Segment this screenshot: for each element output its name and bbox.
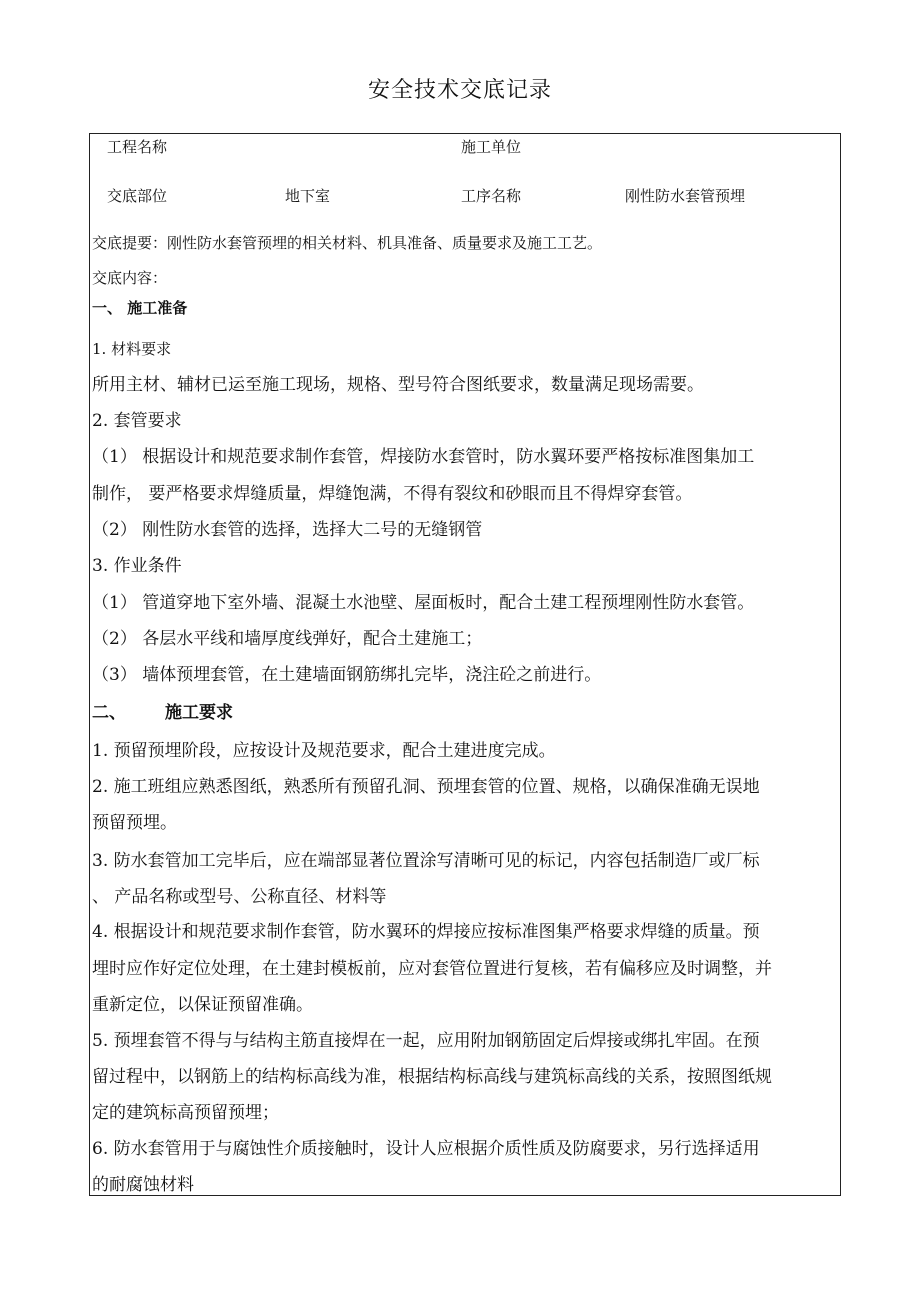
requirement-1: 1. 预留预埋阶段，应按设计及规范要求，配合土建进度完成。 xyxy=(92,741,556,761)
requirement-3-cont: 、 产品名称或型号、公称直径、材料等 xyxy=(92,887,387,907)
content-label: 交底内容： xyxy=(92,269,168,287)
requirement-2-cont: 预留预埋。 xyxy=(92,813,177,833)
location-value: 地下室 xyxy=(285,187,331,205)
summary-text: 交底提要：刚性防水套管预埋的相关材料、机具准备、质量要求及施工工艺。 xyxy=(92,234,603,252)
section-2-number: 二、 xyxy=(92,703,126,723)
section-2-heading: 施工要求 xyxy=(165,703,233,723)
work-conditions-title: 3. 作业条件 xyxy=(92,556,182,576)
requirement-4: 4. 根据设计和规范要求制作套管，防水翼环的焊接应按标准图集严格要求焊缝的质量。预 xyxy=(92,922,760,942)
work-conditions-item-3: （3） 墙体预埋套管，在土建墙面钢筋绑扎完毕，浇注砼之前进行。 xyxy=(92,665,602,685)
project-name-label: 工程名称 xyxy=(107,138,168,156)
requirement-4-cont-2: 重新定位，以保证预留准确。 xyxy=(92,995,313,1015)
sleeve-req-title: 2. 套管要求 xyxy=(92,411,182,431)
process-label: 工序名称 xyxy=(461,187,522,205)
material-req-title: 1. 材料要求 xyxy=(92,340,172,358)
requirement-2: 2. 施工班组应熟悉图纸，熟悉所有预留孔洞、预埋套管的位置、规格，以确保准确无误地 xyxy=(92,777,760,797)
process-value: 刚性防水套管预埋 xyxy=(625,187,746,205)
sleeve-req-item-1-cont: 制作， 要严格要求焊缝质量，焊缝饱满，不得有裂纹和砂眼而且不得焊穿套管。 xyxy=(92,484,693,504)
requirement-6: 6. 防水套管用于与腐蚀性介质接触时，设计人应根据介质性质及防腐要求，另行选择适用 xyxy=(92,1139,760,1159)
requirement-5: 5. 预埋套管不得与与结构主筋直接焊在一起，应用附加钢筋固定后焊接或绑扎牢固。在预 xyxy=(92,1031,760,1051)
requirement-3: 3. 防水套管加工完毕后，应在端部显著位置涂写清晰可见的标记，内容包括制造厂或厂标 xyxy=(92,851,760,871)
document-title: 安全技术交底记录 xyxy=(367,78,552,103)
sleeve-req-item-2: （2） 刚性防水套管的选择，选择大二号的无缝钢管 xyxy=(92,520,483,540)
material-req-text: 所用主材、辅材已运至施工现场，规格、型号符合图纸要求，数量满足现场需要。 xyxy=(92,375,704,395)
requirement-5-cont-2: 定的建筑标高预留预埋； xyxy=(92,1103,279,1123)
requirement-5-cont-1: 留过程中，以钢筋上的结构标高线为准，根据结构标高线与建筑标高线的关系，按照图纸规 xyxy=(92,1067,772,1087)
construction-unit-label: 施工单位 xyxy=(461,138,522,156)
requirement-6-cont: 的耐腐蚀材料 xyxy=(92,1175,194,1195)
requirement-4-cont-1: 埋时应作好定位处理，在土建封模板前，应对套管位置进行复核，若有偏移应及时调整，并 xyxy=(92,959,772,979)
work-conditions-item-1: （1） 管道穿地下室外墙、混凝土水池壁、屋面板时，配合土建工程预埋刚性防水套管。 xyxy=(92,593,755,613)
work-conditions-item-2: （2） 各层水平线和墙厚度线弹好，配合土建施工； xyxy=(92,629,483,649)
section-1-heading: 一、 施工准备 xyxy=(92,299,188,317)
location-label: 交底部位 xyxy=(107,187,168,205)
sleeve-req-item-1: （1） 根据设计和规范要求制作套管，焊接防水套管时，防水翼环要严格按标准图集加工 xyxy=(92,447,755,467)
